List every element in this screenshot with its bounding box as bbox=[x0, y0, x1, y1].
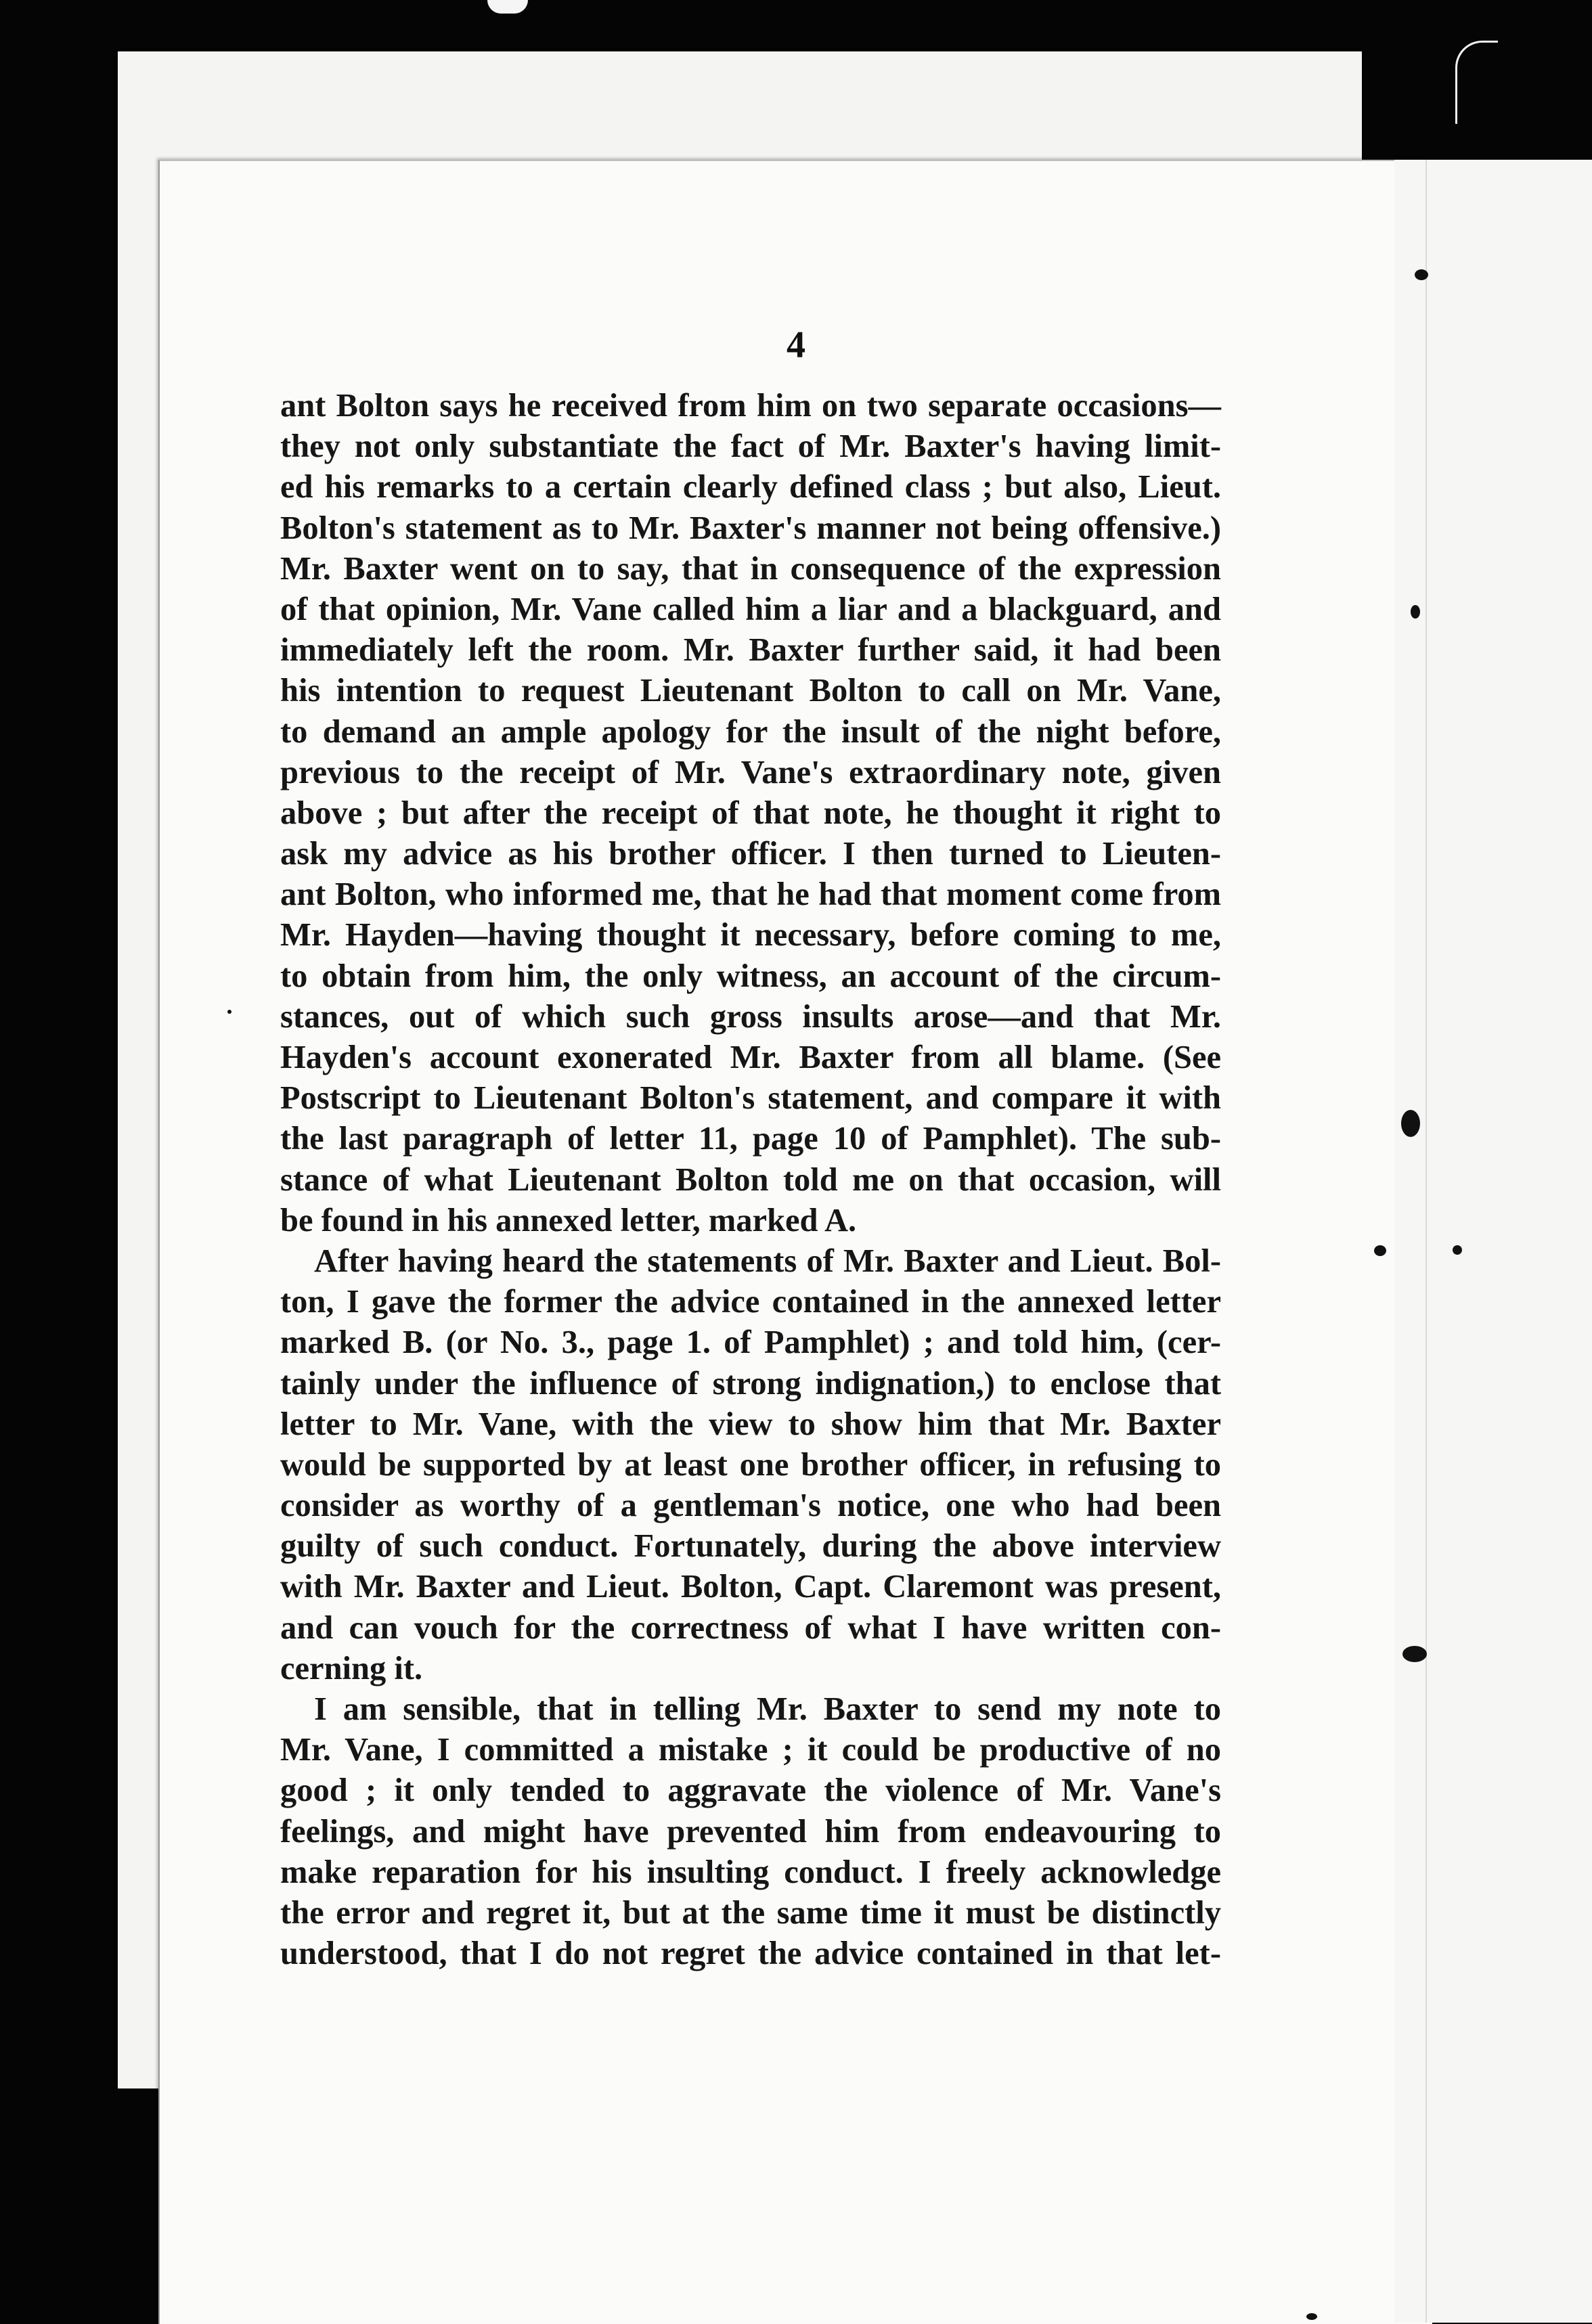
text-line: his intention to request Lieutenant Bolton to call on Mr. Vane, bbox=[280, 673, 1221, 709]
text-line: marked B. (or No. 3., page 1. of Pamphlet) ; and told him, (cer- bbox=[280, 1324, 1221, 1361]
text-line: ton, I gave the former the advice contained in the annexed letter bbox=[280, 1284, 1221, 1320]
text-line: Hayden's account exonerated Mr. Baxter from all blame. (See bbox=[280, 1040, 1221, 1075]
page-number: 4 bbox=[787, 324, 805, 366]
text-line: feelings, and might have prevented him from endeavouring to bbox=[280, 1813, 1221, 1850]
margin-speck bbox=[1402, 1646, 1427, 1662]
text-line: ant Bolton, who informed me, that he had that moment come from bbox=[280, 876, 1221, 913]
text-line: letter to Mr. Vane, with the view to show him that Mr. Baxter bbox=[280, 1406, 1221, 1442]
text-line: I am sensible, that in telling Mr. Baxter to send my note to bbox=[314, 1691, 1221, 1727]
text-line: make reparation for his insulting conduct. I freely acknowledge bbox=[280, 1854, 1221, 1890]
text-line: stance of what Lieutenant Bolton told me on that occasion, will bbox=[280, 1161, 1221, 1198]
margin-speck bbox=[1306, 2313, 1317, 2320]
text-line: guilty of such conduct. Fortunately, during the above interview bbox=[280, 1528, 1221, 1565]
text-line: immediately left the room. Mr. Baxter further said, it had been bbox=[280, 632, 1221, 669]
text-line: Mr. Hayden—having thought it necessary, before coming to me, bbox=[280, 917, 1221, 954]
text-line: would be supported by at least one brother officer, in refusing to bbox=[280, 1446, 1221, 1483]
top-blot bbox=[487, 0, 528, 14]
text-line: previous to the receipt of Mr. Vane's extraordinary note, given bbox=[280, 754, 1221, 790]
body-text bbox=[280, 386, 1221, 1974]
text-line: tainly under the influence of strong indignation,) to enclose that bbox=[280, 1365, 1221, 1402]
text-line: above ; but after the receipt of that note, he thought it right to bbox=[280, 795, 1221, 831]
right-margin-strip bbox=[1394, 160, 1592, 2323]
corner-mark bbox=[1455, 41, 1498, 124]
text-line: of that opinion, Mr. Vane called him a liar and a blackguard, and bbox=[280, 591, 1221, 627]
margin-speck bbox=[1401, 1110, 1420, 1137]
text-line: be found in his annexed letter, marked A. bbox=[280, 1202, 857, 1238]
margin-speck bbox=[1411, 605, 1420, 619]
text-line: cerning it. bbox=[280, 1650, 423, 1686]
text-line: ask my advice as his brother officer. I then turned to Lieuten- bbox=[280, 836, 1221, 872]
text-line: ed his remarks to a certain clearly defined class ; but also, Lieut. bbox=[280, 469, 1221, 506]
strip-fold bbox=[1425, 160, 1427, 2323]
text-line: consider as worthy of a gentleman's notice, one who had been bbox=[280, 1488, 1221, 1524]
text-line: ant Bolton says he received from him on two separate occasions— bbox=[280, 388, 1221, 424]
text-line: the error and regret it, but at the same time it must be distinctly bbox=[280, 1894, 1221, 1931]
text-line: to obtain from him, the only witness, an account of the circum- bbox=[280, 958, 1221, 994]
text-line: they not only substantiate the fact of Mr. Baxter's having limit- bbox=[280, 428, 1221, 465]
text-line: stances, out of which such gross insults arose—and that Mr. bbox=[280, 998, 1221, 1035]
text-line: good ; it only tended to aggravate the violence of Mr. Vane's bbox=[280, 1772, 1221, 1809]
text-line: the last paragraph of letter 11, page 10 of Pamphlet). The sub- bbox=[280, 1121, 1221, 1157]
margin-speck bbox=[1415, 269, 1428, 280]
text-line: Postscript to Lieutenant Bolton's statement, and compare it with bbox=[280, 1080, 1221, 1117]
text-line: Mr. Baxter went on to say, that in consequence of the expression bbox=[280, 550, 1221, 587]
text-line: After having heard the statements of Mr. Baxter and Lieut. Bol- bbox=[314, 1243, 1221, 1279]
margin-speck bbox=[227, 1010, 231, 1014]
text-line: Bolton's statement as to Mr. Baxter's manner not being offensive.) bbox=[280, 510, 1221, 546]
text-line: Mr. Vane, I committed a mistake ; it could be productive of no bbox=[280, 1732, 1221, 1768]
text-line: understood, that I do not regret the advice contained in that let- bbox=[280, 1936, 1221, 1972]
text-line: to demand an ample apology for the insult of the night before, bbox=[280, 713, 1221, 750]
text-line: and can vouch for the correctness of what I have written con- bbox=[280, 1609, 1221, 1646]
margin-speck bbox=[1374, 1245, 1386, 1256]
text-line: with Mr. Baxter and Lieut. Bolton, Capt. Claremont was present, bbox=[280, 1569, 1221, 1605]
margin-speck bbox=[1453, 1245, 1462, 1255]
